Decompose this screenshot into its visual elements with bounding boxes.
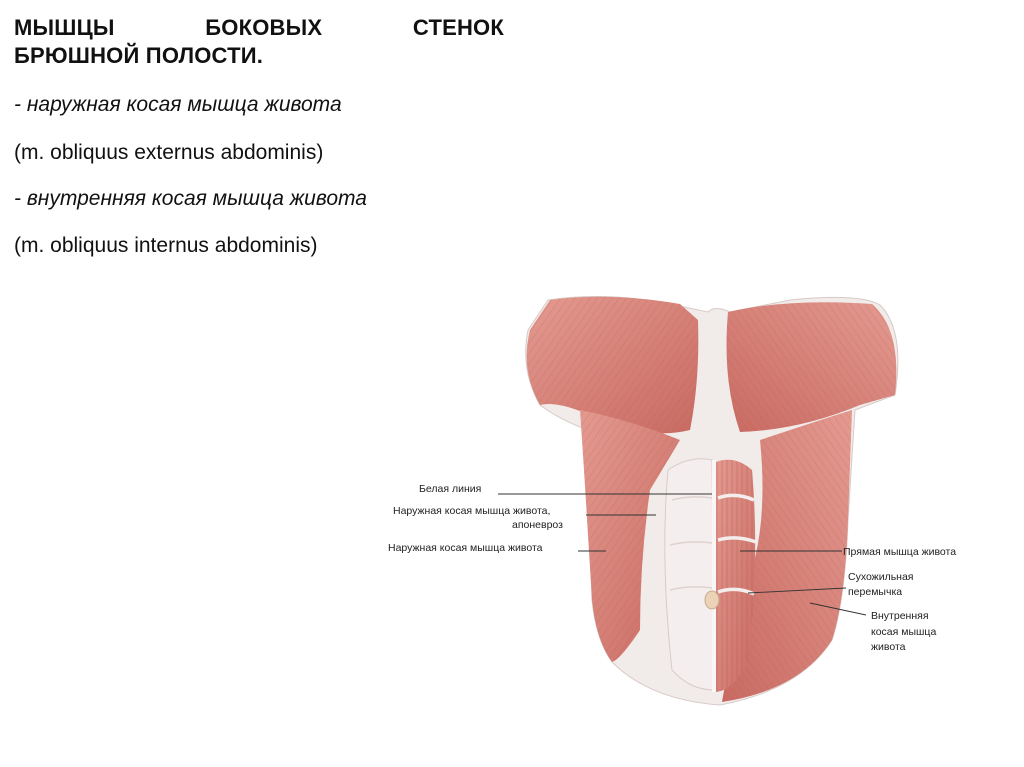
label-external-oblique: Наружная косая мышца живота bbox=[388, 542, 543, 554]
item-internal-oblique-latin: (m. obliquus internus abdominis) bbox=[14, 234, 318, 257]
title-word-3: СТЕНОК bbox=[412, 15, 504, 40]
label-tendinous-2: перемычка bbox=[848, 586, 903, 598]
label-internal-oblique-3: живота bbox=[871, 641, 906, 653]
label-ext-oblique-aponeurosis-2: апоневроз bbox=[512, 519, 563, 531]
label-tendinous-1: Сухожильная bbox=[848, 571, 914, 583]
label-linea-alba: Белая линия bbox=[419, 483, 482, 495]
item-external-oblique-ru: - наружная косая мышца живота bbox=[14, 93, 342, 116]
left-rectus-sheath bbox=[665, 459, 714, 690]
label-ext-oblique-aponeurosis-1: Наружная косая мышца живота, bbox=[393, 505, 551, 517]
item-internal-oblique-ru: - внутренняя косая мышца живота bbox=[14, 187, 367, 210]
umbilicus bbox=[705, 591, 719, 609]
title-word-2: БОКОВЫХ bbox=[205, 15, 323, 40]
label-internal-oblique-2: косая мышца bbox=[871, 626, 937, 638]
item-external-oblique-latin: (m. obliquus externus abdominis) bbox=[14, 141, 324, 164]
title-word-1: МЫШЦЫ bbox=[14, 15, 115, 40]
label-rectus-abdominis: Прямая мышца живота bbox=[843, 546, 957, 558]
label-internal-oblique-1: Внутренняя bbox=[871, 610, 929, 622]
title-line-2: БРЮШНОЙ ПОЛОСТИ. bbox=[14, 43, 264, 68]
